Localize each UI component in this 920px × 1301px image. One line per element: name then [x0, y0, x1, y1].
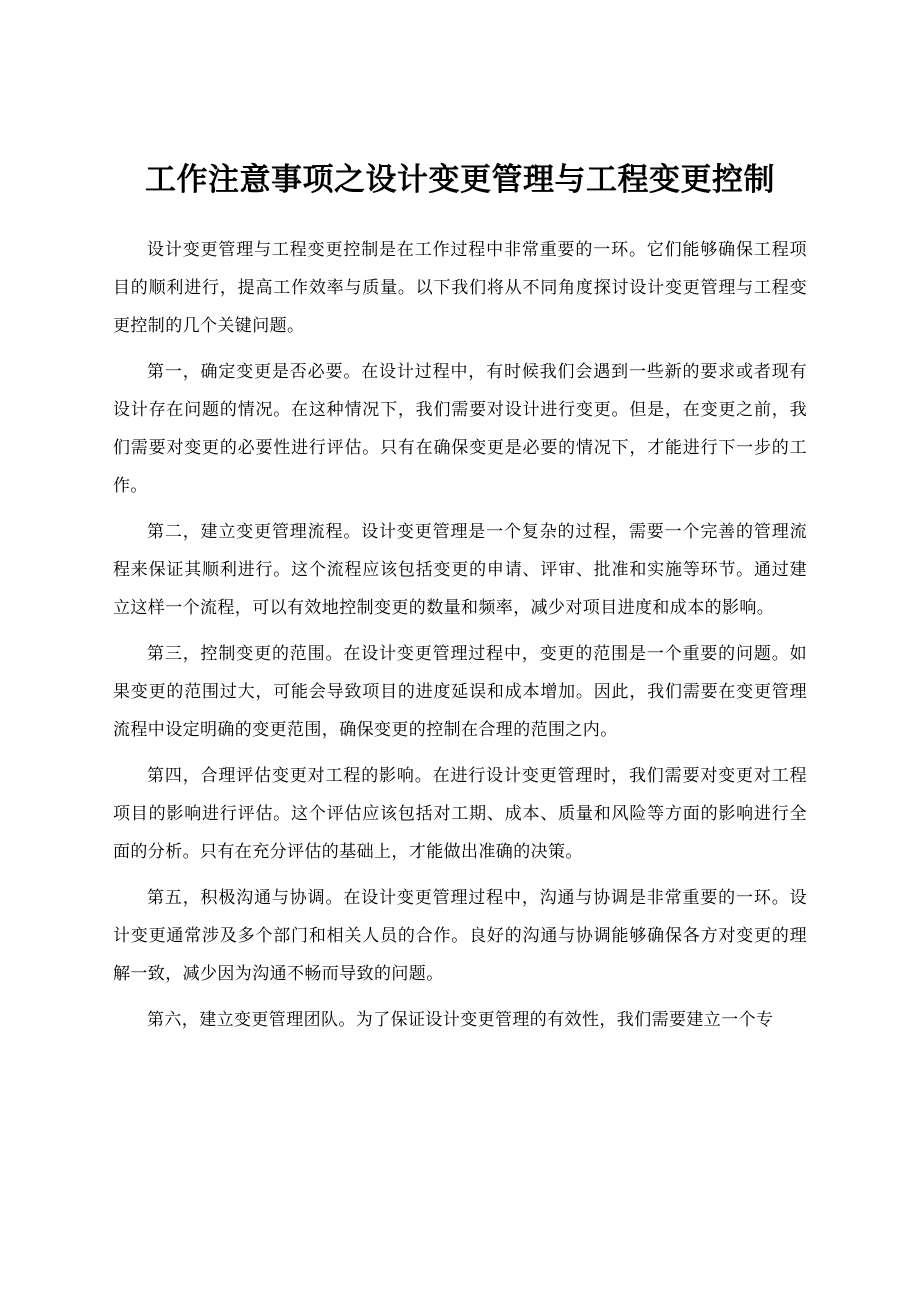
paragraph-point-6-truncated: 第六，建立变更管理团队。为了保证设计变更管理的有效性，我们需要建立一个专 — [147, 1010, 774, 1029]
paragraph-point-3: 第三，控制变更的范围。在设计变更管理过程中，变更的范围是一个重要的问题。如果变更的范围过大，可能会导致项目的进度延误和成本增加。因此，我们需要在变更管理流程中设定明确的变更范围，确保变更的控制在合理的范围之内。 — [113, 644, 807, 739]
paragraph-intro: 设计变更管理与工程变更控制是在工作过程中非常重要的一环。它们能够确保工程项目的顺利进行，提高工作效率与质量。以下我们将从不同角度探讨设计变更管理与工程变更控制的几个关键问题。 — [113, 240, 807, 335]
paragraph-point-5: 第五，积极沟通与协调。在设计变更管理过程中，沟通与协调是非常重要的一环。设计变更通常涉及多个部门和相关人员的合作。良好的沟通与协调能够确保各方对变更的理解一致，减少因为沟通不畅而导致的问题。 — [113, 888, 807, 983]
paragraph-point-4: 第四，合理评估变更对工程的影响。在进行设计变更管理时，我们需要对变更对工程项目的影响进行评估。这个评估应该包括对工期、成本、质量和风险等方面的影响进行全面的分析。只有在充分评估的基础上，才能做出准确的决策。 — [113, 766, 807, 861]
document-title: 工作注意事项之设计变更管理与工程变更控制 — [145, 162, 775, 197]
paragraph-point-2: 第二，建立变更管理流程。设计变更管理是一个复杂的过程，需要一个完善的管理流程来保证其顺利进行。这个流程应该包括变更的申请、评审、批准和实施等环节。通过建立这样一个流程，可以有效地控制变更的数量和频率，减少对项目进度和成本的影响。 — [113, 522, 807, 617]
document-body — [113, 231, 807, 1039]
paragraph-point-1: 第一，确定变更是否必要。在设计过程中，有时候我们会遇到一些新的要求或者现有设计存在问题的情况。在这种情况下，我们需要对设计进行变更。但是，在变更之前，我们需要对变更的必要性进行评估。只有在确保变更是必要的情况下，才能进行下一步的工作。 — [113, 362, 807, 495]
